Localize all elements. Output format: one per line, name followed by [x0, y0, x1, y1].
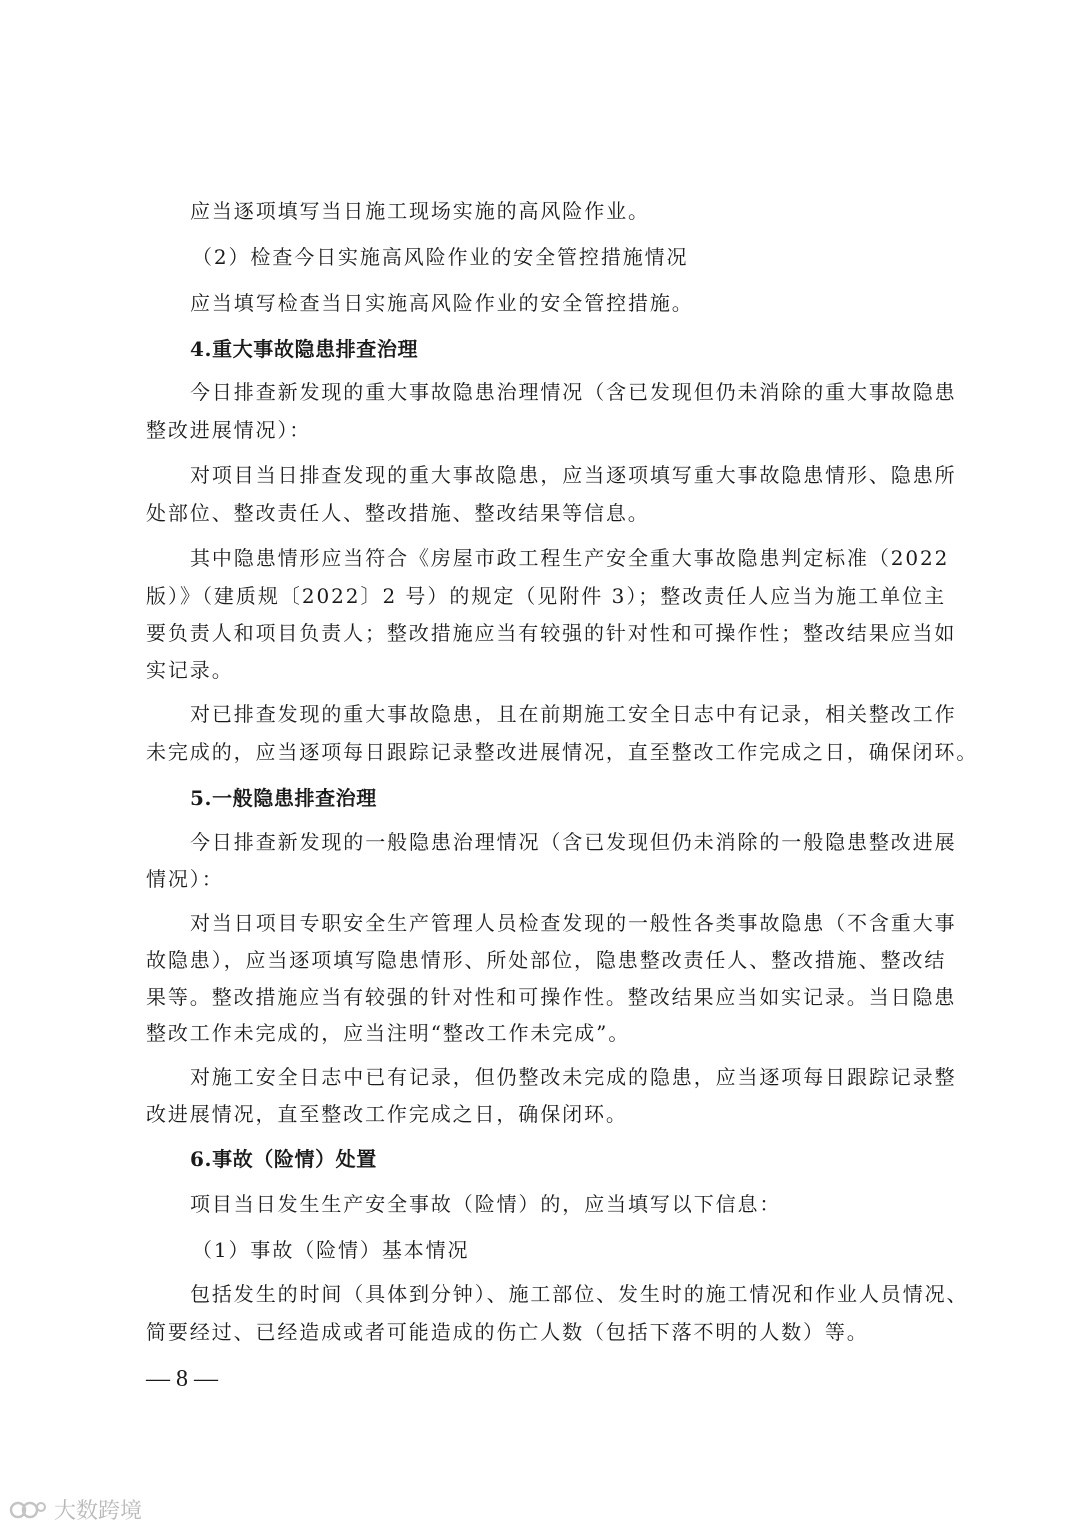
- page-number: — 8 —: [146, 1366, 218, 1392]
- paragraph-line: 今日排查新发现的重大事故隐患治理情况（含已发现但仍未消除的重大事故隐患: [190, 380, 957, 404]
- paragraph-line: 果等。整改措施应当有较强的针对性和可操作性。整改结果应当如实记录。当日隐患: [146, 985, 957, 1009]
- watermark: [8, 1494, 142, 1525]
- section-heading-6: 6.事故（险情）处置: [190, 1147, 377, 1171]
- watermark-logo-icon: [8, 1497, 48, 1523]
- paragraph-line: 应当逐项填写当日施工现场实施的高风险作业。: [190, 199, 650, 223]
- section-heading-5: 5.一般隐患排查治理: [190, 786, 377, 810]
- section-heading-4: 4.重大事故隐患排查治理: [190, 337, 419, 361]
- paragraph-line: 故隐患），应当逐项填写隐患情形、所处部位，隐患整改责任人、整改措施、整改结: [146, 948, 947, 972]
- paragraph-line: 处部位、整改责任人、整改措施、整改结果等信息。: [146, 501, 650, 525]
- paragraph-line: 应当填写检查当日实施高风险作业的安全管控措施。: [190, 291, 694, 315]
- paragraph-line: 项目当日发生生产安全事故（险情）的，应当填写以下信息：: [190, 1192, 782, 1216]
- paragraph-line: 对项目当日排查发现的重大事故隐患，应当逐项填写重大事故隐患情形、隐患所: [190, 463, 957, 487]
- paragraph-line: 对已排查发现的重大事故隐患，且在前期施工安全日志中有记录，相关整改工作: [190, 702, 957, 726]
- watermark-text: 大数跨境: [54, 1499, 143, 1524]
- paragraph-line: 未完成的，应当逐项每日跟踪记录整改进展情况，直至整改工作完成之日，确保闭环。: [146, 740, 979, 764]
- paragraph-line: 改进展情况，直至整改工作完成之日，确保闭环。: [146, 1102, 628, 1126]
- paragraph-line: 版）》（建质规〔2022〕2 号）的规定（见附件 3）；整改责任人应当为施工单位主: [146, 584, 946, 608]
- paragraph-line: 简要经过、已经造成或者可能造成的伤亡人数（包括下落不明的人数）等。: [146, 1320, 869, 1344]
- paragraph-line: 情况）：: [146, 867, 224, 891]
- paragraph-line: 整改工作未完成的，应当注明“整改工作未完成”。: [146, 1021, 631, 1045]
- paragraph-line: 今日排查新发现的一般隐患治理情况（含已发现但仍未消除的一般隐患整改进展: [190, 830, 957, 854]
- paragraph-line: 实记录。: [146, 658, 234, 682]
- paragraph-line: 对当日项目专职安全生产管理人员检查发现的一般性各类事故隐患（不含重大事: [190, 911, 957, 935]
- paragraph-line: 对施工安全日志中已有记录，但仍整改未完成的隐患，应当逐项每日跟踪记录整: [190, 1065, 957, 1089]
- paragraph-line: 要负责人和项目负责人；整改措施应当有较强的针对性和可操作性；整改结果应当如: [146, 621, 957, 645]
- subheading-line: （1）事故（险情）基本情况: [192, 1238, 470, 1262]
- subheading-line: （2）检查今日实施高风险作业的安全管控措施情况: [192, 245, 689, 269]
- paragraph-line: 整改进展情况）：: [146, 418, 312, 442]
- paragraph-line: 其中隐患情形应当符合《房屋市政工程生产安全重大事故隐患判定标准（2022: [190, 546, 950, 570]
- paragraph-line: 包括发生的时间（具体到分钟）、施工部位、发生时的施工情况和作业人员情况、: [190, 1282, 969, 1306]
